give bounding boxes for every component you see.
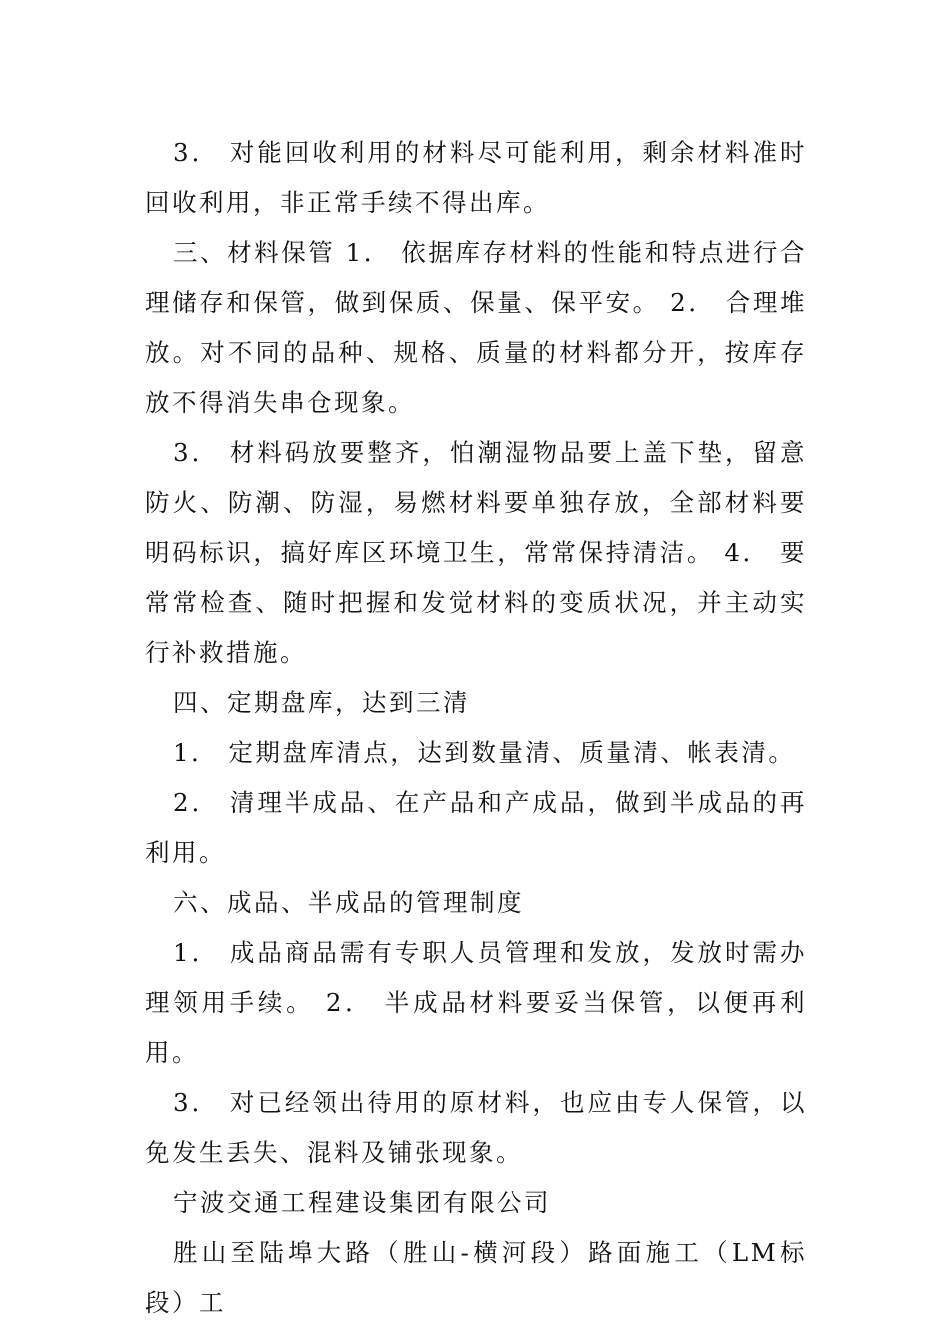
paragraph-material-recycling: 3． 对能回收利用的材料尽可能利用，剩余材料准时回收利用，非正常手续不得出库。 [145,138,807,217]
paragraph-material-storage: 三、材料保管 1． 依据库存材料的性能和特点进行合理储存和保管，做到保质、保量、保平安。 2． 合理堆放。对不同的品种、规格、质量的材料都分开，按库存放不得消失串仓现象。 [145,238,807,417]
paragraph-finished-products-management: 1． 成品商品需有专职人员管理和发放，发放时需办理领用手续。 2． 半成品材料要妥当保管，以便再利用。 [145,938,807,1067]
paragraph-stacking-inspection: 3． 材料码放要整齐，怕潮湿物品要上盖下垫，留意防火、防潮、防湿，易燃材料要单独存放，全部材料要明码标识，搞好库区环境卫生，常常保持清洁。 4． 要常常检查、随时把握和发觉材料的变质状况，并主动实行补救措施。 [145,438,807,667]
section-heading-inventory: 四、定期盘库，达到三清 [173,688,470,717]
section-heading-finished-products: 六、成品、半成品的管理制度 [173,888,524,917]
document-body [145,128,807,1328]
paragraph-raw-material-custody: 3． 对已经领出待用的原材料，也应由专人保管，以免发生丢失、混料及铺张现象。 [145,1088,807,1167]
paragraph-inventory-count: 1． 定期盘库清点，达到数量清、质量清、帐表清。 [173,738,796,767]
paragraph-semi-finished-cleanup: 2． 清理半成品、在产品和产成品，做到半成品的再利用。 [145,788,807,867]
project-title: 胜山至陆埠大路（胜山-横河段）路面施工（LM标段）工 [145,1238,807,1317]
company-name: 宁波交通工程建设集团有限公司 [173,1188,551,1217]
